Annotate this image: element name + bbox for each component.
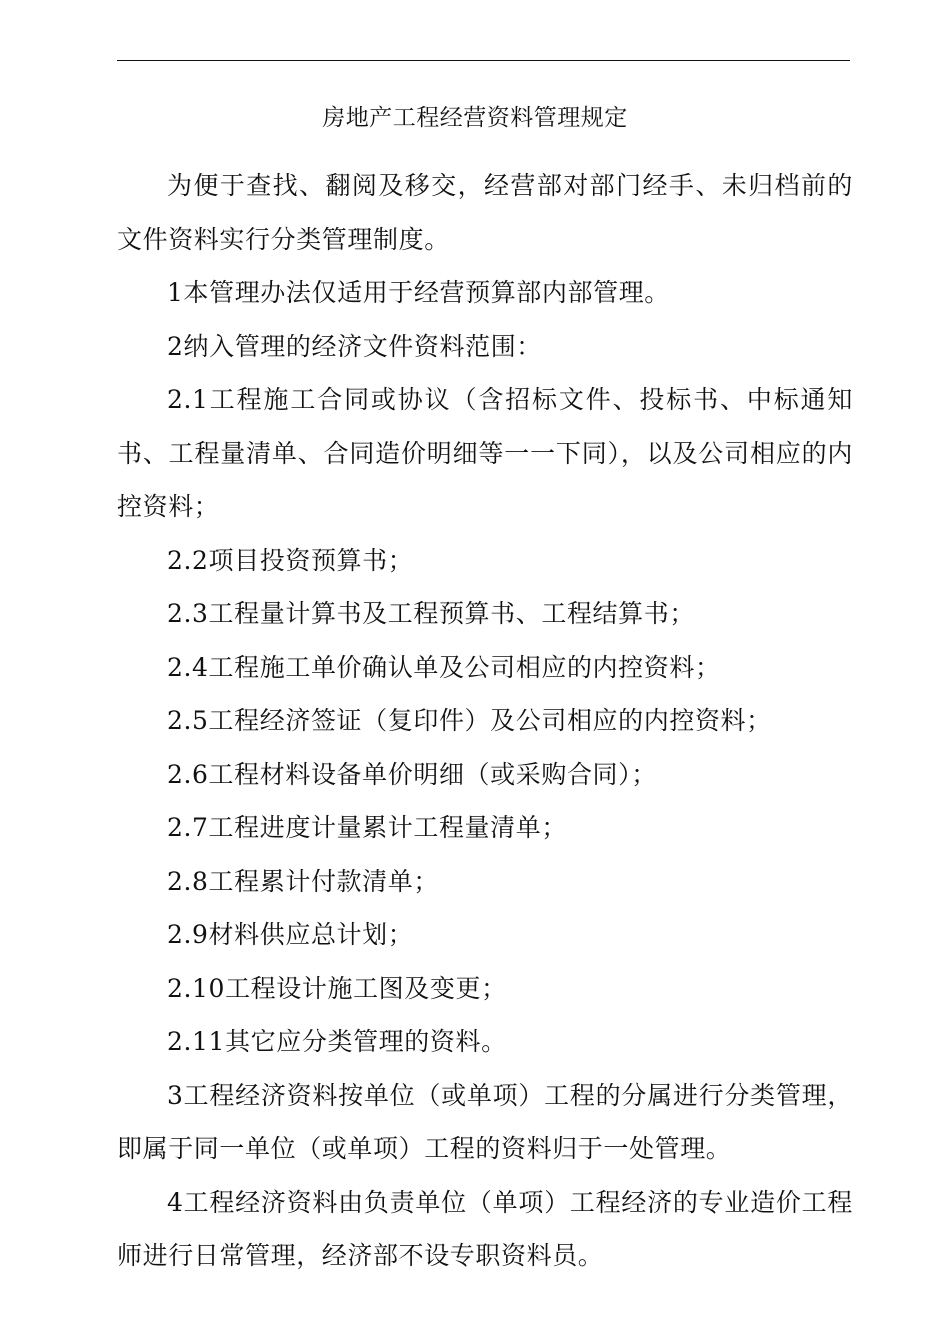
document-body [117,159,853,1283]
clause-2: 2纳入管理的经济文件资料范围： [167,331,542,361]
intro-paragraph: 为便于查找、翻阅及移交，经营部对部门经手、未归档前的文件资料实行分类管理制度。 [117,171,853,254]
clause-2-3: 2.3工程量计算书及工程预算书、工程结算书； [167,599,695,628]
clause-3: 3工程经济资料按单位（或单项）工程的分属进行分类管理，即属于同一单位（或单项）工程的资料归于一处管理。 [117,1080,853,1163]
clause-2-11: 2.11其它应分类管理的资料。 [167,1027,507,1056]
clause-2-2: 2.2项目投资预算书； [167,545,414,575]
document-title: 房地产工程经营资料管理规定 [322,105,628,131]
clause-2-4: 2.4工程施工单价确认单及公司相应的内控资料； [167,652,721,682]
clause-2-6: 2.6工程材料设备单价明细（或采购合同）； [167,759,657,789]
header-rule [117,60,850,61]
clause-2-7: 2.7工程进度计量累计工程量清单； [167,813,567,842]
clause-2-8: 2.8工程累计付款清单； [167,866,439,896]
clause-2-5: 2.5工程经济签证（复印件）及公司相应的内控资料； [167,706,772,735]
clause-2-1: 2.1工程施工合同或协议（含招标文件、投标书、中标通知书、工程量清单、合同造价明细等一一下同），以及公司相应的内控资料； [117,385,853,521]
clause-4: 4工程经济资料由负责单位（单项）工程经济的专业造价工程师进行日常管理，经济部不设专职资料员。 [117,1187,853,1270]
clause-2-9: 2.9材料供应总计划； [167,920,414,949]
clause-1: 1本管理办法仅适用于经营预算部内部管理。 [167,278,670,307]
clause-2-10: 2.10工程设计施工图及变更； [167,973,507,1003]
